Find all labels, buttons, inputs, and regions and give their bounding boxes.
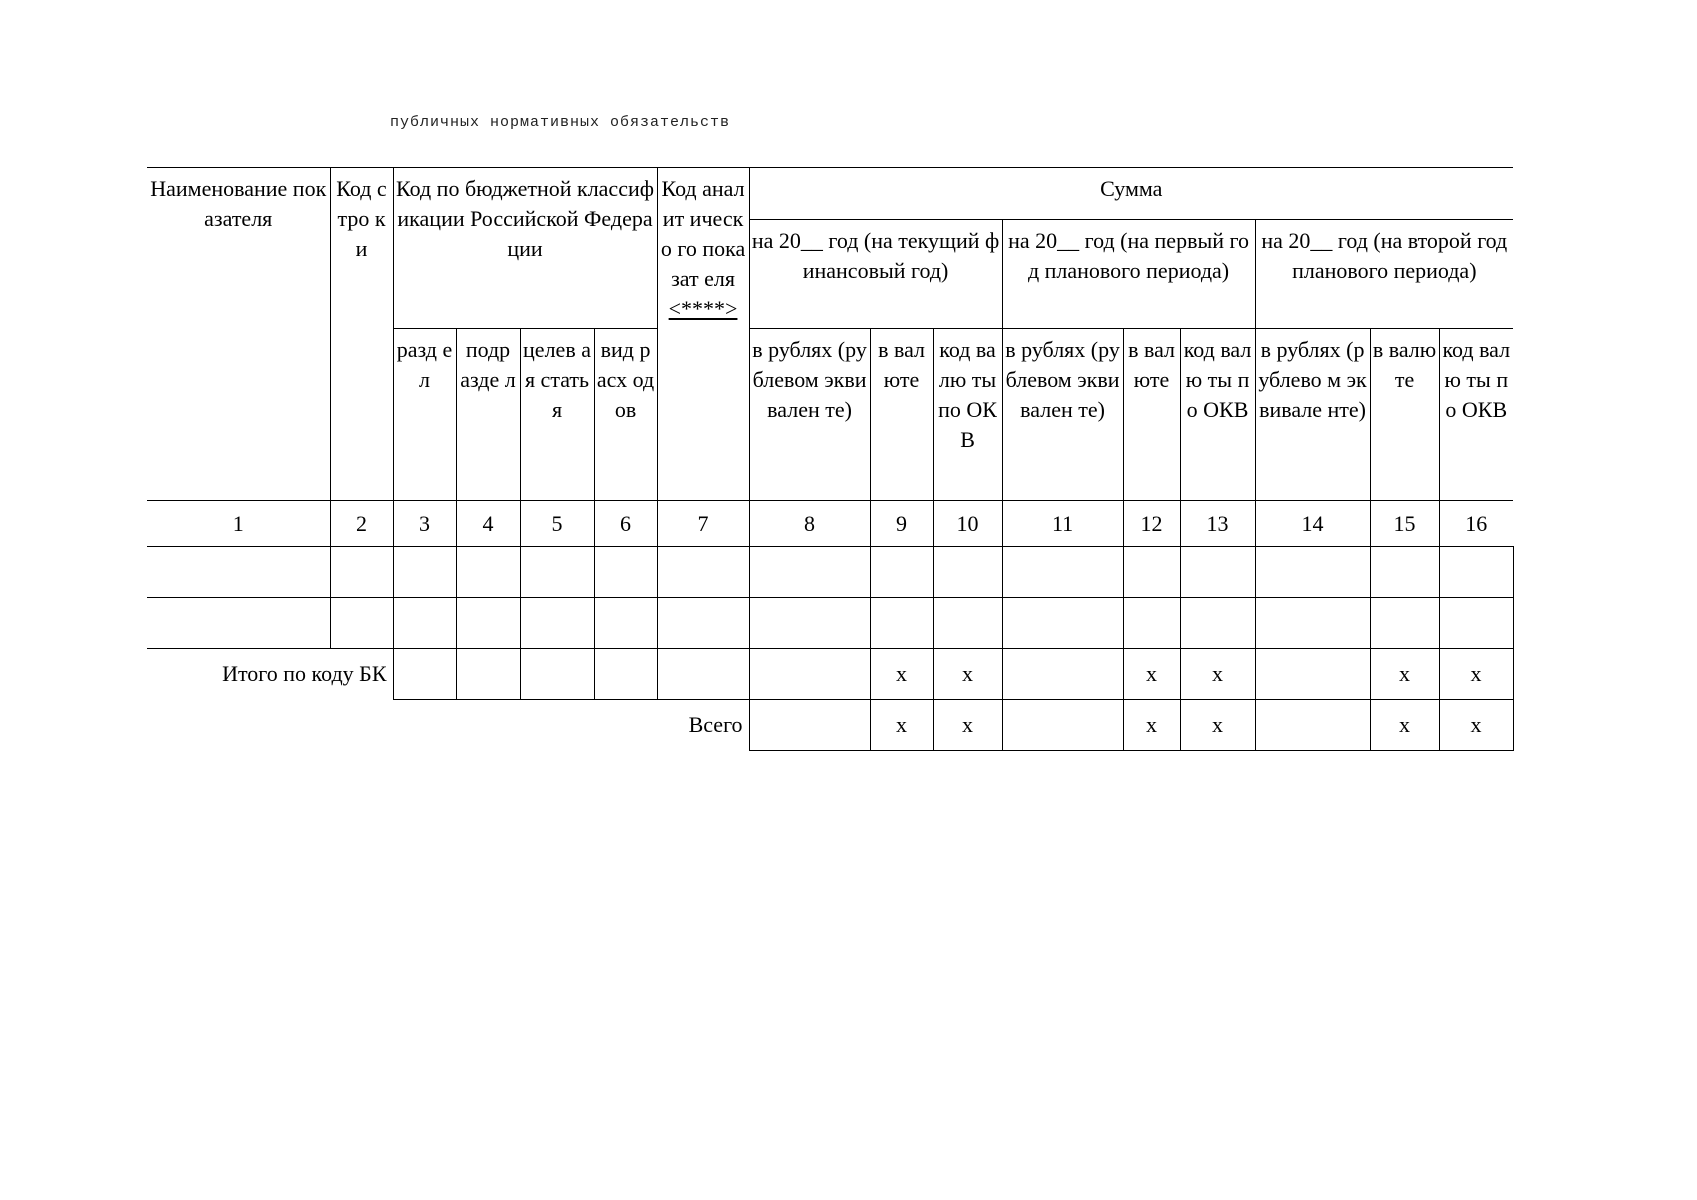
x-mark: x bbox=[870, 649, 933, 700]
header-section: разд ел bbox=[393, 329, 456, 501]
header-row-1 bbox=[147, 168, 1513, 220]
header-expense-type: вид расх одов bbox=[594, 329, 657, 501]
column-number: 7 bbox=[657, 501, 749, 547]
header-sum: Сумма bbox=[749, 168, 1513, 220]
table-cell[interactable] bbox=[1370, 598, 1439, 649]
header-currency-current: в вал юте bbox=[870, 329, 933, 501]
header-name: Наименование показателя bbox=[147, 168, 330, 501]
table-cell[interactable] bbox=[393, 649, 456, 700]
table-cell[interactable] bbox=[594, 598, 657, 649]
column-number: 15 bbox=[1370, 501, 1439, 547]
total-all-label: Всего bbox=[147, 700, 749, 751]
x-mark: x bbox=[1370, 649, 1439, 700]
x-mark: x bbox=[1439, 649, 1513, 700]
column-number: 14 bbox=[1255, 501, 1370, 547]
table-cell[interactable] bbox=[749, 700, 870, 751]
header-year-first: на 20__ год (на первый год планового периода) bbox=[1002, 220, 1255, 329]
table-cell[interactable] bbox=[749, 649, 870, 700]
table-cell[interactable] bbox=[594, 547, 657, 598]
table-cell[interactable] bbox=[147, 598, 330, 649]
report-table-container bbox=[147, 167, 1513, 751]
x-mark: x bbox=[1180, 649, 1255, 700]
table-cell[interactable] bbox=[870, 547, 933, 598]
header-year-current: на 20__ год (на текущий финансовый год) bbox=[749, 220, 1002, 329]
header-okv-first: код валю ты по ОКВ bbox=[1180, 329, 1255, 501]
table-cell[interactable] bbox=[456, 598, 520, 649]
column-number: 8 bbox=[749, 501, 870, 547]
table-cell[interactable] bbox=[1002, 649, 1123, 700]
x-mark: x bbox=[1180, 700, 1255, 751]
table-cell[interactable] bbox=[1255, 649, 1370, 700]
table-cell[interactable] bbox=[456, 547, 520, 598]
table-cell[interactable] bbox=[1123, 598, 1180, 649]
x-mark: x bbox=[1370, 700, 1439, 751]
table-cell[interactable] bbox=[330, 547, 393, 598]
x-mark: x bbox=[870, 700, 933, 751]
table-cell[interactable] bbox=[1123, 547, 1180, 598]
analytic-code-label: Код аналит ическо го показат еля bbox=[660, 176, 746, 291]
table-cell[interactable] bbox=[147, 547, 330, 598]
header-analytic-code bbox=[657, 168, 749, 501]
header-rub-current: в рублях (рублевом эквивален те) bbox=[749, 329, 870, 501]
table-cell[interactable] bbox=[1439, 598, 1513, 649]
table-cell[interactable] bbox=[657, 547, 749, 598]
table-cell[interactable] bbox=[520, 598, 594, 649]
table-cell[interactable] bbox=[1255, 547, 1370, 598]
table-cell[interactable] bbox=[393, 547, 456, 598]
header-okv-second: код валю ты по ОКВ bbox=[1439, 329, 1513, 501]
analytic-code-note: <****> bbox=[668, 296, 738, 321]
table-cell[interactable] bbox=[1002, 598, 1123, 649]
header-year-second: на 20__ год (на второй год планового периода) bbox=[1255, 220, 1513, 329]
table-cell[interactable] bbox=[1180, 547, 1255, 598]
table-cell[interactable] bbox=[749, 598, 870, 649]
table-cell[interactable] bbox=[1370, 547, 1439, 598]
column-number: 10 bbox=[933, 501, 1002, 547]
header-subsection: подр азде л bbox=[456, 329, 520, 501]
header-line-code: Код стро ки bbox=[330, 168, 393, 501]
x-mark: x bbox=[1123, 649, 1180, 700]
table-cell[interactable] bbox=[520, 547, 594, 598]
table-row bbox=[147, 598, 1513, 649]
table-cell[interactable] bbox=[657, 649, 749, 700]
column-number: 5 bbox=[520, 501, 594, 547]
column-number: 4 bbox=[456, 501, 520, 547]
table-cell[interactable] bbox=[330, 598, 393, 649]
table-cell[interactable] bbox=[594, 649, 657, 700]
column-number: 12 bbox=[1123, 501, 1180, 547]
table-caption: публичных нормативных обязательств bbox=[390, 114, 731, 131]
total-all-row bbox=[147, 700, 1513, 751]
table-cell[interactable] bbox=[933, 598, 1002, 649]
table-cell[interactable] bbox=[870, 598, 933, 649]
table-cell[interactable] bbox=[1002, 700, 1123, 751]
table-cell[interactable] bbox=[933, 547, 1002, 598]
header-budget-classification: Код по бюджетной классификации Российской Федерации bbox=[393, 168, 657, 329]
table-cell[interactable] bbox=[1255, 700, 1370, 751]
header-currency-first: в вал юте bbox=[1123, 329, 1180, 501]
x-mark: x bbox=[1123, 700, 1180, 751]
table-cell[interactable] bbox=[1002, 547, 1123, 598]
report-table bbox=[147, 167, 1514, 751]
table-cell[interactable] bbox=[520, 649, 594, 700]
header-rub-second: в рублях (рублево м эквивале нте) bbox=[1255, 329, 1370, 501]
total-by-code-label: Итого по коду БК bbox=[147, 649, 393, 700]
header-okv-current: код валю ты по ОКВ bbox=[933, 329, 1002, 501]
column-number: 2 bbox=[330, 501, 393, 547]
header-target-article: целев ая стать я bbox=[520, 329, 594, 501]
total-by-code-row bbox=[147, 649, 1513, 700]
column-numbers-row bbox=[147, 501, 1513, 547]
header-currency-second: в валю те bbox=[1370, 329, 1439, 501]
table-cell[interactable] bbox=[657, 598, 749, 649]
column-number: 9 bbox=[870, 501, 933, 547]
x-mark: x bbox=[1439, 700, 1513, 751]
column-number: 11 bbox=[1002, 501, 1123, 547]
column-number: 16 bbox=[1439, 501, 1513, 547]
x-mark: x bbox=[933, 649, 1002, 700]
column-number: 13 bbox=[1180, 501, 1255, 547]
x-mark: x bbox=[933, 700, 1002, 751]
column-number: 1 bbox=[147, 501, 330, 547]
table-cell[interactable] bbox=[456, 649, 520, 700]
table-cell[interactable] bbox=[1255, 598, 1370, 649]
column-number: 6 bbox=[594, 501, 657, 547]
table-cell[interactable] bbox=[1180, 598, 1255, 649]
column-number: 3 bbox=[393, 501, 456, 547]
header-rub-first: в рублях (рублевом эквивален те) bbox=[1002, 329, 1123, 501]
table-cell[interactable] bbox=[393, 598, 456, 649]
table-cell[interactable] bbox=[749, 547, 870, 598]
table-cell[interactable] bbox=[1439, 547, 1513, 598]
table-row bbox=[147, 547, 1513, 598]
